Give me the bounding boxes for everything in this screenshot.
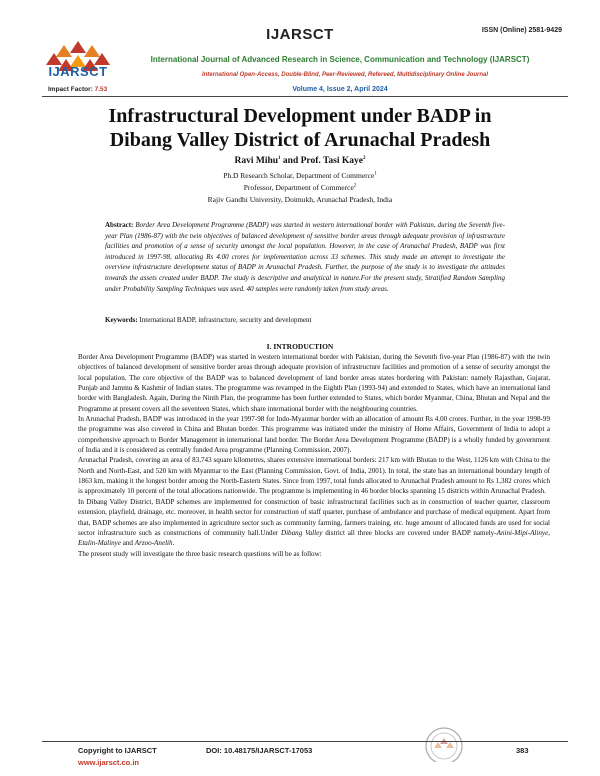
page-number: 383 [516,746,529,755]
title-line-2: Dibang Valley District of Arunachal Pradesh [109,129,491,151]
intro-paragraph-4 [78,497,550,549]
intro-paragraph-3: Arunachal Pradesh, covering an area of 83,743 square kilometres, shares extensive international borders: 217 km with Bhutan to the West, 1126 km with China to the North and North-East, and 520 km with Myanmar to the East (Planning Commission, Govt. of India, 2001). In total, the state has an international boundary length of 1863 km, making it the longest border among the North-Eastern States. Since from 1997, total funds allocated to Arunachal Pradesh amount to Rs 1,382 crores which is approximately 10 percent of the total allocations nationwide. The programme is implementing in 46 border blocks spanning 15 districts within Arunachal Pradesh. [78,456,550,496]
keywords-text: International BADP, infrastructure, security and development [137,316,312,324]
impact-label: Impact Factor: [48,86,93,93]
affiliation-3: Rajiv Gandhi University, Doimukh, Arunachal Pradesh, India [207,195,393,204]
header-divider [42,96,568,97]
intro-paragraph-5: The present study will investigate the three basic research questions will be as follow: [78,549,322,558]
impact-value: 7.53 [94,86,108,93]
logo-text: IJARSCT [48,64,108,79]
para4-and: and [120,539,135,548]
author-and: and [280,156,301,167]
para4-part-a: In Dibang Valley District, BADP schemes are implemented for construction of basic infrastructural facilities such as in construction of teacher quarter, classroom extension, playfield, drainage, etc. moreover, in health sector for construction of staff quarter, purchase of ambulance and purchase of medical equipment. Apart from that, BADP schemes are also implemented in agriculture sector such as community farming, farmers training, etc. huge amount of allocated funds are used for social sector infrastructure such as constructions of community hall.Under [78,497,550,537]
footer-copyright: Copyright to IJARSCT [78,746,157,755]
keywords-label: Keywords: [105,316,138,324]
issn-label: ISSN (Online) 2581-9429 [481,27,562,34]
abstract-text: Border Area Development Programme (BADP) was started in western international border with Pakistan, during the Seventh five-year Plan (1986-87) with the twin objectives of balanced development of sensitive border areas through adequate provision of infrastructure facilities and promotion of a sense of security amongst the local population. However, in the case of Arunachal Pradesh, BADP was first introduced in 1997-98, allocating Rs 4.00 crores for implementation across 33 schemes. This study made an attempt to investigate the overview infrastructure development status of BADP in Arunachal Pradesh. Further, the purpose of the study is to investigate the attitudes towards the assets created under BADP. The study is descriptive and analytical in nature.For the present study, Stratified Random Sampling under Probability Sampling Techniques was used. 40 samples were randomly taken from study areas. [105,221,505,293]
journal-name: International Journal of Advanced Research in Science, Communication and Technology (IJARSCT) [150,55,530,64]
para4-last-block: Arzoo-Anelih. [134,539,175,548]
affiliation-1-sup: 1 [374,171,377,177]
affiliation-1 [40,171,560,180]
journal-subtitle: International Open-Access, Double-Blind, Peer-Reviewed, Refereed, Multidisciplinary Online Journal [201,72,489,78]
keywords [105,316,505,324]
title-line-1: Infrastructural Development under BADP in [108,105,492,127]
abstract-label: Abstract: [105,221,134,229]
para4-part-b: district all three blocks are covered under BADP namely- [322,528,497,537]
footer-divider [42,741,568,742]
affiliation-2 [40,183,560,192]
volume-info: Volume 4, Issue 2, April 2024 [292,86,388,93]
para4-district: Dibang Valley [280,528,323,537]
affiliation-2-text: Professor, Department of Commerce [243,183,354,192]
abstract [105,220,505,294]
author-2-sup: 2 [363,156,366,161]
section-heading-introduction: I. INTRODUCTION [266,342,334,351]
affiliation-2-sup: 2 [353,183,357,189]
author-2: Prof. Tasi Kaye [300,156,363,167]
intro-paragraph-1: Border Area Development Programme (BADP) was started in western international border with Pakistan, during the Seventh five-year Plan (1986-87) with the twin objectives of balanced development of sensitive border areas through adequate provision of infrastructure facilities and promotion of a sense of security amongst the local population. The core objective of the BADP was to balanced development of land border areas states bordering with Pakistan: namely Rajasthan, Gujarat, Punjab and Jammu & Kashmir of Indian states. The programme was revamped in the Eighth Plan (1993-94) and extended to States, which have an international land border with Bangladesh. Again, During the Ninth Plan, the programme has been further extended to States, which border Myanmar, China, Bhutan and Nepal and the Programme at present covers all the seventeen States, which share international border with the neighbouring countries. [78,353,550,413]
authors [40,156,560,166]
para4-blocks: Anini-Mipi-Alinye, Etalin-Malinye [78,528,550,548]
author-1-sup: 1 [278,156,281,161]
journal-logo-icon [42,28,114,90]
introduction-body [78,352,550,559]
intro-paragraph-2: In Arunachal Pradesh, BADP was introduced in the year 1997-98 for Indo-Myanmar border with an allocation of amount Rs 4.00 crores. Further, in the year 1998-99 the programme was also covered in China and Bhutan border. This programme was initiated under the ministry of Home Affairs, Government of India to adopt a comprehensive approach to Border Management in international land border. The Border Area Development Programme (BADP) is a wholly funded by government of India and it is considered as centrally funded Area programme (Planning Commission, 2007). [78,415,550,455]
journal-seal-icon [416,722,472,762]
paper-title [40,104,560,152]
impact-factor [48,86,107,93]
footer-url-link[interactable]: www.ijarsct.co.in [78,758,139,767]
journal-brand: IJARSCT [266,26,334,43]
affiliation-1-text: Ph.D Research Scholar, Department of Commerce [223,171,375,180]
footer-doi[interactable]: DOI: 10.48175/IJARSCT-17053 [206,746,313,755]
author-1: Ravi Mihu [234,156,279,167]
